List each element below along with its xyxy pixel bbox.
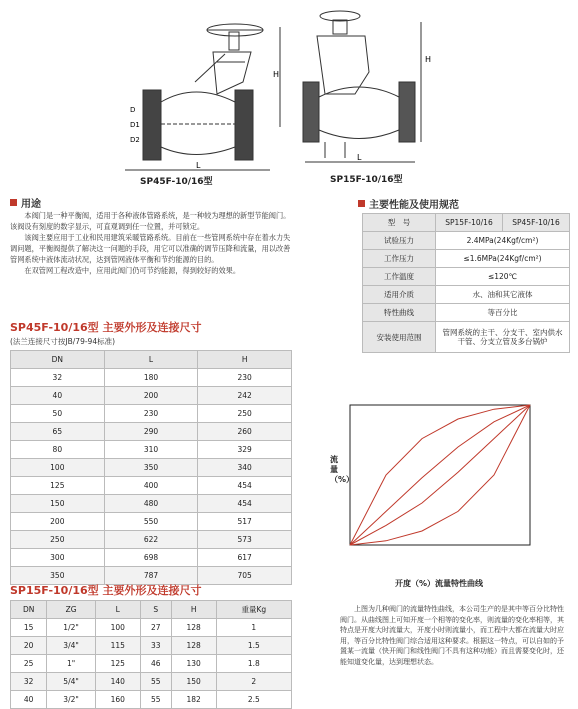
table-header-cell: ZG [47,601,95,619]
table-cell: 55 [140,673,171,691]
table-cell: 1.8 [216,655,291,673]
table-cell: 550 [104,513,198,531]
drawing-sp15f [295,2,445,172]
dim-d-label: D [130,106,136,114]
table-row [11,477,292,495]
table-cell: 25 [11,655,47,673]
series-line-2 [350,405,530,545]
table-cell: 100 [95,619,140,637]
table-cell: 130 [171,655,216,673]
table-header-row [11,351,292,369]
table-cell: 150 [11,495,105,513]
table-cell: 100 [11,459,105,477]
table-cell: 管网系统的主干、分支干、室内供水干管、分支立管及多台锅炉 [436,322,570,353]
table-row [11,495,292,513]
chart-frame [350,405,530,545]
table-row [11,405,292,423]
table-row [363,232,570,250]
table-cell: 242 [198,387,292,405]
table-cell: 787 [104,567,198,585]
table-cell: 1.5 [216,637,291,655]
table-cell: 622 [104,531,198,549]
table-header-cell: H [198,351,292,369]
table-cell: 工作压力 [363,250,436,268]
table-cell: 128 [171,619,216,637]
usage-paragraph: 该阀主要应用于工业和民用建筑采暖管路系统。目前在一些管网系统中存在着水力失调问题，平衡阀提供了解决这一问题的手段，用它可以准确的调节压降和流量，用以改善管网系统中液体流动状况，达到管网液体平衡和节约能源的目的。 [10,233,291,264]
table-cell: 试验压力 [363,232,436,250]
table-cell: 182 [171,691,216,709]
sp15-title: SP15F-10/16型 主要外形及连接尺寸 [10,584,202,597]
table-cell: 573 [198,531,292,549]
table-cell: 350 [104,459,198,477]
table-row [11,513,292,531]
table-cell: 480 [104,495,198,513]
table-cell: 40 [11,387,105,405]
table-row [11,619,292,637]
table-header-cell: DN [11,601,47,619]
performance-bullet-icon [358,200,365,207]
table-cell: 140 [95,673,140,691]
table-cell: 50 [11,405,105,423]
usage-heading [10,195,41,210]
table-header-cell: 重量Kg [216,601,291,619]
table-cell: 310 [104,441,198,459]
table-cell: 2 [216,673,291,691]
table-cell: 250 [198,405,292,423]
table-row [363,214,570,232]
table-header-cell: H [171,601,216,619]
chart-xlabel: 开度（%）流量特性曲线 [395,579,484,588]
chart-description: 上图为几种阀门的流量特性曲线，本公司生产的是其中等百分比特性阀门。从曲线图上可知开度一个相等的变化率，则流量的变化率相等，其特点是开度大时流量大，开度小时则流量小，而工程中大都在流量大时应用，等百分比特性阀门综合适用这种要求。根据这一特点，可以自如的予置某一流量（快开阀门和线性阀门不具有这种功能）而且需要变化时，还能知道变化量，达到理想状态。 [340,605,564,666]
table-header-cell: L [104,351,198,369]
table-cell: 698 [104,549,198,567]
table-row [11,387,292,405]
series-line-1 [350,405,530,545]
drawing-sp45f [85,2,285,180]
usage-paragraph: 本阀门是一种平衡阀，适用于各种液体管路系统，是一种较为理想的新型节能阀门。该阀设有刻度的数字显示，可直观调到任一位置，并可锁定。 [10,211,291,231]
table-cell: 329 [198,441,292,459]
table-cell: 200 [11,513,105,531]
table-cell: 1/2" [47,619,95,637]
caption-sp45f: SP45F-10/16型 [140,177,213,187]
performance-title: 主要性能及使用规范 [369,200,459,211]
table-cell: 517 [198,513,292,531]
table-cell: 200 [104,387,198,405]
series-line-3 [350,405,530,545]
flow-chart [320,395,570,595]
table-row [11,531,292,549]
table-row [11,673,292,691]
table-cell: 340 [198,459,292,477]
table-cell: 40 [11,691,47,709]
table-cell: 3/4" [47,637,95,655]
usage-title: 用途 [21,199,41,210]
table-cell: ≤120℃ [436,268,570,286]
table-cell: 安装使用范围 [363,322,436,353]
valve-sp45f-drawing [85,2,285,180]
table-cell: 250 [11,531,105,549]
table-cell: 230 [198,369,292,387]
table-cell: 水、油和其它液体 [436,286,570,304]
table-row [11,369,292,387]
sp45-table [10,350,292,585]
table-cell: 290 [104,423,198,441]
table-row [363,268,570,286]
table-cell: 180 [104,369,198,387]
table-cell: 2.4MPa(24Kgf/cm²) [436,232,570,250]
table-cell: 454 [198,495,292,513]
caption-sp15f: SP15F-10/16型 [330,175,403,185]
table-cell: 15 [11,619,47,637]
table-cell: 115 [95,637,140,655]
dim-d1-label: D1 [130,121,140,129]
dim-l-label: L [196,161,201,170]
table-cell: 350 [11,567,105,585]
table-cell: 705 [198,567,292,585]
table-cell: 300 [11,549,105,567]
series-line-4 [350,405,530,545]
table-cell: 2.5 [216,691,291,709]
table-header-cell: L [95,601,140,619]
chart-ylabel: 流量（%） [330,455,355,484]
performance-table [362,213,570,353]
valve-sp15f-drawing [295,2,445,172]
usage-bullet-icon [10,199,17,206]
table-cell: 150 [171,673,216,691]
table-row [363,304,570,322]
table-header-row [11,601,292,619]
table-cell: 80 [11,441,105,459]
table-cell: 适用介质 [363,286,436,304]
sp45-subtitle: (法兰连接尺寸按JB/79-94标准) [10,337,116,346]
table-row [11,459,292,477]
dim-l2-label: L [357,153,362,162]
table-cell: 1" [47,655,95,673]
table-row [363,286,570,304]
dim-d2-label: D2 [130,136,140,144]
table-cell: 33 [140,637,171,655]
table-cell: ≤1.6MPa(24Kgf/cm²) [436,250,570,268]
usage-body [10,210,292,276]
dim-h-label: H [273,70,280,79]
table-row [11,549,292,567]
table-cell: 260 [198,423,292,441]
table-cell: 等百分比 [436,304,570,322]
table-cell: 工作温度 [363,268,436,286]
performance-heading [358,196,459,211]
table-cell: 125 [95,655,140,673]
table-cell: 5/4" [47,673,95,691]
table-cell: 400 [104,477,198,495]
table-cell: 617 [198,549,292,567]
table-cell: 125 [11,477,105,495]
table-cell: 20 [11,637,47,655]
table-cell: 32 [11,369,105,387]
table-cell: 230 [104,405,198,423]
sp45-title: SP45F-10/16型 主要外形及连接尺寸 [10,321,202,334]
table-cell: 型 号 [363,214,436,232]
table-row [11,691,292,709]
dim-h2-label: H [425,55,432,64]
usage-paragraph: 在双管网工程改造中，应用此阀门仍可节约能源，得到较好的效果。 [24,266,241,275]
table-row [11,423,292,441]
table-cell: 3/2" [47,691,95,709]
table-cell: 160 [95,691,140,709]
table-cell: 1 [216,619,291,637]
table-row [11,441,292,459]
table-row [363,322,570,353]
table-cell: SP45F-10/16 [502,214,569,232]
table-cell: 46 [140,655,171,673]
table-cell: 32 [11,673,47,691]
table-row [11,655,292,673]
table-cell: 128 [171,637,216,655]
table-cell: 特性曲线 [363,304,436,322]
table-cell: 65 [11,423,105,441]
table-row [363,250,570,268]
table-row [11,637,292,655]
table-header-cell: S [140,601,171,619]
table-cell: SP15F-10/16 [436,214,503,232]
table-cell: 454 [198,477,292,495]
flow-chart-svg [320,395,570,595]
table-cell: 27 [140,619,171,637]
sp15-table [10,600,292,709]
table-header-cell: DN [11,351,105,369]
table-cell: 55 [140,691,171,709]
